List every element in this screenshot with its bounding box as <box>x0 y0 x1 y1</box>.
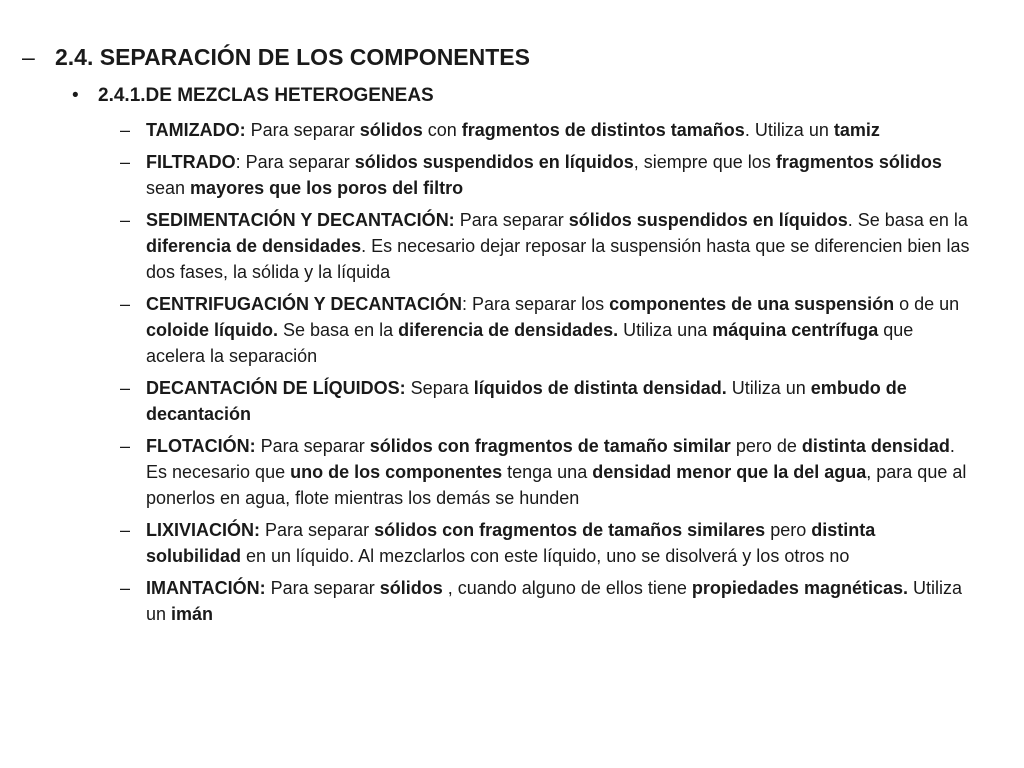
item-text <box>146 149 970 201</box>
text-segment: sean <box>146 178 191 198</box>
bold-segment: uno de los componentes <box>290 462 503 482</box>
bold-segment: sólidos suspendidos en líquidos <box>568 210 848 230</box>
item-dash: – <box>120 578 131 598</box>
bold-segment: propiedades magnéticas. <box>691 578 908 598</box>
subheading-bullet: • <box>72 85 79 106</box>
text-segment: Utiliza un <box>726 378 811 398</box>
item-text <box>146 117 970 143</box>
list-item <box>120 117 970 143</box>
text-segment: con <box>422 120 462 140</box>
bold-segment: tamiz <box>833 120 880 140</box>
bold-segment: embudo de decantación <box>146 378 907 424</box>
item-dash: – <box>120 120 131 140</box>
text-segment: en un líquido. Al mezclarlos con este líquido, uno se disolverá y los otros no <box>241 546 850 566</box>
bold-segment: máquina centrífuga <box>712 320 879 340</box>
item-text <box>146 291 970 369</box>
bold-segment: distinta densidad <box>801 436 950 456</box>
text-segment: Separa <box>405 378 474 398</box>
text-segment: , para que al ponerlos en agua, flote mientras los demás se hunden <box>146 462 967 508</box>
bold-segment: mayores que los poros del filtro <box>190 178 464 198</box>
text-segment: Para separar <box>454 210 569 230</box>
text-segment: o de un <box>894 294 960 314</box>
bold-segment: TAMIZADO: <box>146 120 246 140</box>
bold-segment: líquidos de distinta densidad. <box>473 378 727 398</box>
bold-segment: diferencia de densidades <box>146 236 362 256</box>
list-item <box>120 517 970 569</box>
item-dash: – <box>120 520 131 540</box>
text-segment: , cuando alguno de ellos tiene <box>442 578 692 598</box>
bold-segment: sólidos con fragmentos de tamaño similar <box>369 436 731 456</box>
item-text <box>146 375 970 427</box>
item-dash: – <box>120 436 131 456</box>
text-segment: tenga una <box>502 462 593 482</box>
heading-dash: – <box>22 44 35 70</box>
item-dash: – <box>120 210 131 230</box>
text-segment: pero de <box>730 436 802 456</box>
text-segment: Para separar <box>265 578 380 598</box>
bold-segment: fragmentos de distintos tamaños <box>461 120 745 140</box>
heading-title: 2.4. SEPARACIÓN DE LOS COMPONENTES <box>55 44 530 70</box>
item-text <box>146 433 970 511</box>
bold-segment: componentes de una suspensión <box>609 294 895 314</box>
item-text <box>146 575 970 627</box>
bold-segment: densidad menor que la del agua <box>592 462 867 482</box>
bold-segment: coloide líquido. <box>146 320 278 340</box>
text-segment: que acelera la separación <box>146 320 914 366</box>
text-segment: Se basa en la <box>278 320 399 340</box>
bold-segment: LIXIVIACIÓN: <box>146 520 261 540</box>
text-segment: , siempre que los <box>633 152 776 172</box>
text-segment: : Para separar los <box>462 294 610 314</box>
bold-segment: sólidos <box>379 578 443 598</box>
text-segment: Para separar <box>245 120 360 140</box>
list-item <box>120 433 970 511</box>
method-list <box>120 117 970 633</box>
bold-segment: SEDIMENTACIÓN Y DECANTACIÓN: <box>146 210 455 230</box>
text-segment: Para separar <box>260 520 375 540</box>
item-text <box>146 517 970 569</box>
item-text <box>146 207 970 285</box>
text-segment: Utiliza un <box>146 578 963 624</box>
list-item <box>120 291 970 369</box>
bold-segment: DECANTACIÓN DE LÍQUIDOS: <box>146 378 406 398</box>
bold-segment: distinta solubilidad <box>146 520 876 566</box>
bold-segment: fragmentos sólidos <box>775 152 942 172</box>
text-segment: : Para separar <box>235 152 355 172</box>
text-segment: . Es necesario dejar reposar la suspensión hasta que se diferencien bien las dos fases, la sólida y la líquida <box>146 236 970 282</box>
item-dash: – <box>120 378 131 398</box>
text-segment: . Se basa en la <box>847 210 968 230</box>
bold-segment: CENTRIFUGACIÓN Y DECANTACIÓN <box>146 294 463 314</box>
text-segment: Para separar <box>255 436 370 456</box>
subsection-heading <box>72 83 434 109</box>
list-item <box>120 149 970 201</box>
text-segment: . Utiliza un <box>744 120 834 140</box>
list-item <box>120 375 970 427</box>
bold-segment: diferencia de densidades. <box>398 320 619 340</box>
text-segment: pero <box>765 520 812 540</box>
subheading-title: 2.4.1.DE MEZCLAS HETEROGENEAS <box>98 85 434 106</box>
bold-segment: IMANTACIÓN: <box>146 578 266 598</box>
section-heading <box>22 42 530 72</box>
bold-segment: imán <box>171 604 214 624</box>
list-item <box>120 575 970 627</box>
item-dash: – <box>120 152 131 172</box>
bold-segment: FILTRADO <box>146 152 236 172</box>
bold-segment: sólidos suspendidos en líquidos <box>354 152 634 172</box>
text-segment: . Es necesario que <box>146 436 955 482</box>
text-segment: Utiliza una <box>618 320 713 340</box>
bold-segment: sólidos <box>359 120 423 140</box>
item-dash: – <box>120 294 131 314</box>
list-item <box>120 207 970 285</box>
bold-segment: FLOTACIÓN: <box>146 436 256 456</box>
bold-segment: sólidos con fragmentos de tamaños similares <box>374 520 766 540</box>
